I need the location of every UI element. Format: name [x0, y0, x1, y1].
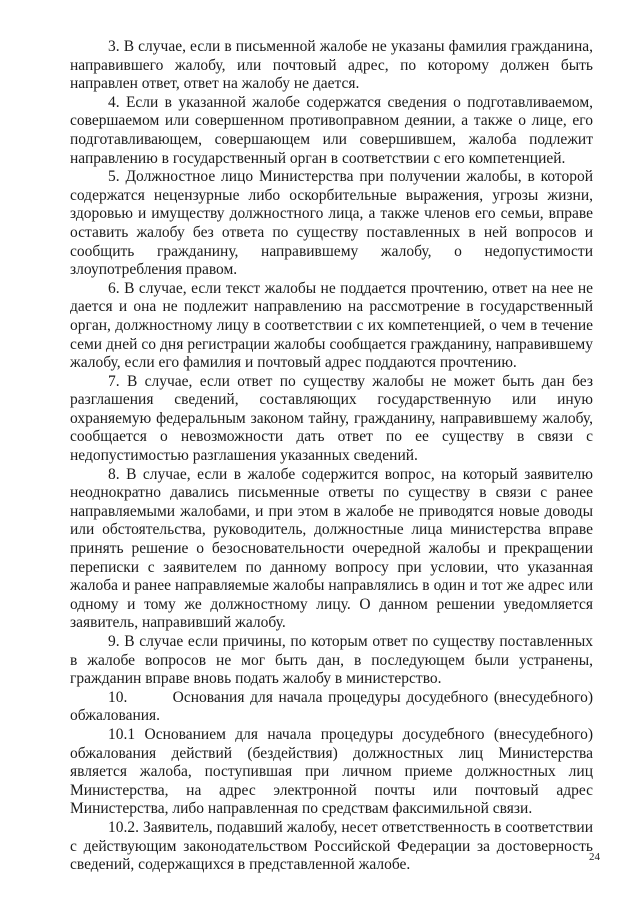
paragraph-item-6: 6. В случае, если текст жалобы не поддается прочтению, ответ на нее не дается и она не подлежит направлению на рассмотрение в государственный орган, должностному лицу в соответствии с их компетенцией, о чем в течение семи дней со дня регистрации жалобы сообщается гражданину, направившему жалобу, если его фамилия и почтовый адрес поддаются прочтению. [70, 279, 593, 372]
page-number: 24 [589, 851, 600, 863]
section-heading-10: 10. Основания для начала процедуры досудебного (внесудебного) обжалования. [70, 688, 597, 725]
paragraph-item-9: 9. В случае если причины, по которым ответ по существу поставленных в жалобе вопросов не мог быть дан, в последующем были устранены, гражданин вправе вновь подать жалобу в министерство. [70, 633, 593, 688]
paragraph-item-4: 4. Если в указанной жалобе содержатся сведения о подготавливаемом, совершаемом или совершенном противоправном деянии, а также о лице, его подготавливающем, совершающем или совершившем, жалоба подлежит направлению в государственный орган в соответствии с его компетенцией. [70, 93, 593, 167]
paragraph-item-8: 8. В случае, если в жалобе содержится вопрос, на который заявителю неоднократно давались письменные ответы по существу в связи с ранее направляемыми жалобами, и при этом в жалобе не приводятся новые доводы или обстоятельства, руководитель, должностные лица министерства вправе принять решение о безосновательности очередной жалобы и прекращении переписки с заявителем по данному вопросу при условии, что указанная жалоба и ранее направляемые жалобы направлялись в один и тот же адрес или одному и тому же должностному лицу. О данном решении уведомляется заявитель, направивший жалобу. [70, 465, 593, 632]
paragraph-item-5: 5. Должностное лицо Министерства при получении жалобы, в которой содержатся нецензурные либо оскорбительные выражения, угрозы жизни, здоровью и имуществу должностного лица, а также членов его семьи, вправе оставить жалобу без ответа по существу поставленных в ней вопросов и сообщить гражданину, направившему жалобу, о недопустимости злоупотребления правом. [70, 168, 593, 279]
paragraph-item-7: 7. В случае, если ответ по существу жалобы не может быть дан без разглашения сведений, составляющих государственную или иную охраняемую федеральным законом тайну, гражданину, направившему жалобу, сообщается о невозможности дать ответ по ее существу в связи с недопустимостью разглашения указанных сведений. [70, 372, 593, 465]
paragraph-item-3: 3. В случае, если в письменной жалобе не указаны фамилия гражданина, направившего жалобу, или почтовый адрес, по которому должен быть направлен ответ, ответ на жалобу не дается. [70, 38, 593, 93]
paragraph-item-10-1: 10.1 Основанием для начала процедуры досудебного (внесудебного) обжалования действий (бездействия) должностных лиц Министерства является жалоба, поступившая при личном приеме должностных лиц Министерства, на адрес электронной почты или почтовый адрес Министерства, либо направленная по средствам факсимильной связи. [70, 725, 593, 818]
paragraph-item-10-2: 10.2. Заявитель, подавший жалобу, несет ответственность в соответствии с действующим законодательством Российской Федерации за достоверность сведений, содержащихся в представленной жалобе. [70, 818, 593, 874]
